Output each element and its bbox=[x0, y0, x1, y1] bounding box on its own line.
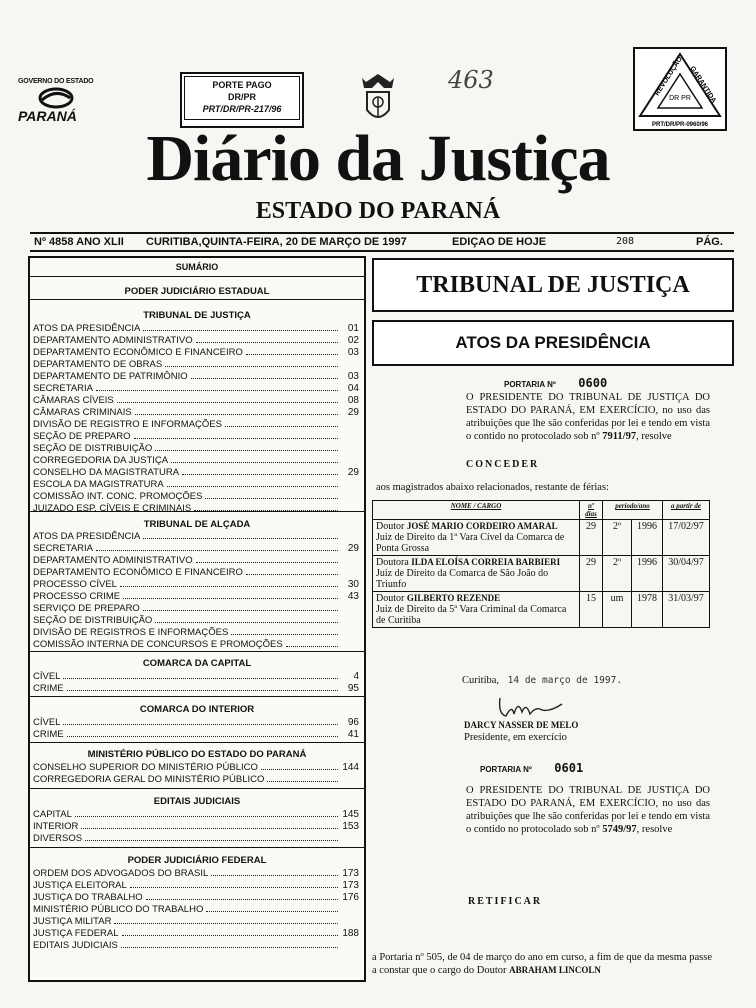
entry-label: JUSTIÇA FEDERAL bbox=[33, 928, 119, 939]
leader-dots bbox=[211, 867, 338, 876]
leader-dots bbox=[182, 466, 338, 475]
portaria1-number: 0600 bbox=[578, 376, 608, 390]
col-nome-cargo: NOME / CARGO bbox=[373, 501, 580, 520]
entry-page: 173 bbox=[342, 868, 359, 879]
entry-label: DIVISÃO DE REGISTROS E INFORMAÇÕES bbox=[33, 627, 229, 638]
leader-dots bbox=[122, 927, 338, 936]
leader-dots bbox=[130, 879, 338, 888]
entry-page: 95 bbox=[347, 683, 359, 694]
section-comarca-capital: COMARCA DA CAPITAL bbox=[142, 658, 252, 669]
leader-dots bbox=[267, 773, 338, 782]
entry-label: ESCOLA DA MAGISTRATURA bbox=[33, 479, 164, 490]
leader-dots bbox=[96, 542, 338, 551]
leader-dots bbox=[246, 346, 338, 355]
portaria2-action: RETIFICAR bbox=[468, 896, 543, 907]
cell-data: 30/04/97 bbox=[663, 556, 710, 592]
cell-periodo: 2º bbox=[603, 520, 632, 556]
porte-pago-stamp bbox=[180, 72, 304, 128]
seal-left-text: REVOLUÇÃO bbox=[653, 55, 685, 98]
entry-page: 173 bbox=[342, 880, 359, 891]
section-comarca-interior: COMARCA DO INTERIOR bbox=[139, 704, 255, 715]
table-row bbox=[373, 556, 710, 592]
issue-pages: 208 bbox=[616, 236, 635, 247]
leader-dots bbox=[117, 394, 338, 403]
sumario-entry bbox=[33, 939, 359, 951]
leader-dots bbox=[75, 808, 338, 817]
portaria2-text bbox=[466, 784, 710, 836]
sumario-entry bbox=[33, 578, 359, 590]
gov-logo-caption: GOVERNO DO ESTADO bbox=[18, 78, 94, 85]
portaria2-body-text bbox=[372, 951, 712, 977]
issue-place-date: CURITIBA,QUINTA-FEIRA, 20 DE MARÇO DE 1997 bbox=[146, 236, 407, 248]
sumario-entry bbox=[33, 626, 359, 638]
sumario-entry bbox=[33, 867, 359, 879]
entry-label: PROCESSO CRIME bbox=[33, 591, 121, 602]
table-row bbox=[373, 592, 710, 628]
magistrate-name: ILDA ELOÍSA CORREIA BARBIERI bbox=[411, 557, 561, 567]
cell-data: 17/02/97 bbox=[663, 520, 710, 556]
entry-page: 29 bbox=[347, 407, 359, 418]
leader-dots bbox=[155, 614, 338, 623]
portaria2-body-name: ABRAHAM LINCOLN bbox=[509, 965, 601, 975]
entry-label: CÂMARAS CRIMINAIS bbox=[33, 407, 132, 418]
leader-dots bbox=[191, 370, 338, 379]
entry-label: CRIME bbox=[33, 683, 64, 694]
leader-dots bbox=[123, 590, 338, 599]
portaria1-intro: aos magistrados abaixo relacionados, restante de férias: bbox=[376, 482, 609, 493]
issue-number: Nº 4858 ANO XLII bbox=[34, 236, 124, 248]
newspaper-subtitle: ESTADO DO PARANÁ bbox=[255, 198, 501, 224]
portaria1-text bbox=[466, 391, 710, 443]
sumario-entry bbox=[33, 430, 359, 442]
signature-date: 14 de março de 1997. bbox=[507, 675, 623, 686]
sumario-entry bbox=[33, 334, 359, 346]
entry-page: 03 bbox=[347, 371, 359, 382]
magistrate-name: JOSÉ MARIO CORDEIRO AMARAL bbox=[406, 521, 558, 531]
sumario-box bbox=[28, 256, 366, 982]
divider bbox=[30, 696, 364, 697]
gov-logo-name: PARANÁ bbox=[18, 108, 77, 124]
entry-page: 144 bbox=[342, 762, 359, 773]
entry-label: DEPARTAMENTO ECONÔMICO E FINANCEIRO bbox=[33, 567, 243, 578]
leader-dots bbox=[63, 716, 338, 725]
sumario-entry bbox=[33, 454, 359, 466]
magistrate-title: Doutor bbox=[376, 521, 405, 532]
sumario-entry bbox=[33, 716, 359, 728]
handwritten-page-number: 463 bbox=[448, 66, 494, 94]
revolucao-garantida-seal bbox=[632, 46, 728, 132]
portaria1-action: CONCEDER bbox=[466, 459, 540, 470]
leader-dots bbox=[143, 602, 338, 611]
section-tribunal-justica: TRIBUNAL DE JUSTIÇA bbox=[143, 310, 251, 321]
section-tribunal-alcada: TRIBUNAL DE ALÇADA bbox=[143, 519, 251, 530]
sumario-entry bbox=[33, 728, 359, 740]
entry-label: SERVIÇO DE PREPARO bbox=[33, 603, 140, 614]
sumario-entry bbox=[33, 346, 359, 358]
cell-dias: 15 bbox=[580, 592, 603, 628]
entry-label: CÍVEL bbox=[33, 671, 61, 682]
divider bbox=[30, 742, 364, 743]
cell-ano: 1996 bbox=[632, 520, 663, 556]
portaria1-protocol: 7911/97 bbox=[602, 431, 637, 442]
entry-label: ATOS DA PRESIDÊNCIA bbox=[33, 323, 141, 334]
sumario-entry bbox=[33, 879, 359, 891]
sumario-entry bbox=[33, 891, 359, 903]
leader-dots bbox=[286, 638, 338, 647]
entry-page: 03 bbox=[347, 347, 359, 358]
leader-dots bbox=[81, 820, 338, 829]
entry-label: PROCESSO CÍVEL bbox=[33, 579, 117, 590]
magistrate-cargo: Juiz de Direito da 5ª Vara Criminal da Comarca de Curitiba bbox=[376, 604, 567, 626]
entry-label: CAPITAL bbox=[33, 809, 72, 820]
section-ministerio-publico: MINISTÉRIO PÚBLICO DO ESTADO DO PARANÁ bbox=[87, 749, 307, 760]
sumario-entry bbox=[33, 478, 359, 490]
sumario-entry bbox=[33, 370, 359, 382]
leader-dots bbox=[231, 626, 338, 635]
entry-label: JUSTIÇA ELEITORAL bbox=[33, 880, 127, 891]
table-row bbox=[373, 520, 710, 556]
magistrate-title: Doutora bbox=[376, 557, 409, 568]
seal-center-text: DR PR bbox=[669, 95, 691, 102]
entry-page: 4 bbox=[353, 671, 359, 682]
entry-page: 29 bbox=[347, 543, 359, 554]
entry-label: DIVISÃO DE REGISTRO E INFORMAÇÕES bbox=[33, 419, 222, 430]
entry-label: DEPARTAMENTO ADMINISTRATIVO bbox=[33, 335, 193, 346]
leader-dots bbox=[205, 490, 338, 499]
entry-page: 08 bbox=[347, 395, 359, 406]
divider bbox=[30, 788, 364, 789]
entry-label: DEPARTAMENTO ADMINISTRATIVO bbox=[33, 555, 193, 566]
portaria2-number: 0601 bbox=[554, 761, 584, 775]
entry-page: 153 bbox=[342, 821, 359, 832]
cell-nome-cargo bbox=[373, 520, 580, 556]
entry-page: 96 bbox=[347, 717, 359, 728]
porte-line-3: PRT/DR/PR-217/96 bbox=[202, 104, 282, 114]
leader-dots bbox=[146, 891, 338, 900]
entry-label: CONSELHO SUPERIOR DO MINISTÉRIO PÚBLICO bbox=[33, 762, 258, 773]
pag-label: PÁG. bbox=[696, 236, 723, 248]
sumario-entry bbox=[33, 542, 359, 554]
leader-dots bbox=[67, 682, 338, 691]
entry-page: 188 bbox=[342, 928, 359, 939]
cell-nome-cargo bbox=[373, 592, 580, 628]
portaria2-heading bbox=[480, 759, 583, 777]
entry-page: 04 bbox=[347, 383, 359, 394]
sumario-entry bbox=[33, 638, 359, 650]
gov-parana-logo bbox=[18, 78, 100, 128]
entry-label: JUSTIÇA DO TRABALHO bbox=[33, 892, 143, 903]
entry-page: 29 bbox=[347, 467, 359, 478]
leader-dots bbox=[246, 566, 338, 575]
leader-dots bbox=[96, 382, 338, 391]
portaria1-body: O PRESIDENTE DO TRIBUNAL DE JUSTIÇA DO ESTADO DO PARANÁ, EM EXERCÍCIO, no uso das atribuições que lhe são conferidas por lei e tendo em vista o contido no protocolado sob nº bbox=[466, 392, 710, 442]
leader-dots bbox=[85, 832, 338, 841]
entry-label: DEPARTAMENTO ECONÔMICO E FINANCEIRO bbox=[33, 347, 243, 358]
entry-page: 145 bbox=[342, 809, 359, 820]
divider bbox=[30, 847, 364, 848]
entry-label: CÂMARAS CÍVEIS bbox=[33, 395, 114, 406]
leader-dots bbox=[135, 406, 338, 415]
leader-dots bbox=[167, 478, 338, 487]
sumario-entry bbox=[33, 832, 359, 844]
entry-label: SEÇÃO DE PREPARO bbox=[33, 431, 131, 442]
sumario-entry bbox=[33, 903, 359, 915]
sumario-entry bbox=[33, 614, 359, 626]
col-a-partir: a partir de bbox=[663, 501, 710, 520]
cell-periodo: 2º bbox=[603, 556, 632, 592]
parana-flag-icon bbox=[36, 86, 76, 110]
section-editais: EDITAIS JUDICIAIS bbox=[153, 796, 241, 807]
sumario-entry bbox=[33, 418, 359, 430]
sumario-entry bbox=[33, 761, 359, 773]
ferias-table bbox=[372, 500, 710, 628]
portaria1-heading bbox=[504, 374, 607, 392]
cell-ano: 1978 bbox=[632, 592, 663, 628]
sumario-entry bbox=[33, 808, 359, 820]
porte-line-2: DR/PR bbox=[227, 92, 256, 102]
entry-label: ATOS DA PRESIDÊNCIA bbox=[33, 531, 141, 542]
entry-page: 41 bbox=[347, 729, 359, 740]
entry-label: SEÇÃO DE DISTRIBUIÇÃO bbox=[33, 443, 153, 454]
sumario-entry bbox=[33, 394, 359, 406]
portaria1-label: PORTARIA Nº bbox=[504, 380, 556, 389]
entry-page: 176 bbox=[342, 892, 359, 903]
sumario-entry bbox=[33, 490, 359, 502]
leader-dots bbox=[196, 334, 338, 343]
leader-dots bbox=[121, 939, 338, 948]
cell-ano: 1996 bbox=[632, 556, 663, 592]
entry-label: SEÇÃO DE DISTRIBUIÇÃO bbox=[33, 615, 153, 626]
entry-label: JUIZADO ESP. CÍVEIS E CRIMINAIS bbox=[33, 503, 192, 514]
entry-label: CONSELHO DA MAGISTRATURA bbox=[33, 467, 180, 478]
entry-label: SECRETARIA bbox=[33, 543, 94, 554]
entry-label: EDITAIS JUDICIAIS bbox=[33, 940, 118, 951]
entry-label: COMISSÃO INTERNA DE CONCURSOS E PROMOÇÕES bbox=[33, 639, 283, 650]
entry-label: ORDEM DOS ADVOGADOS DO BRASIL bbox=[33, 868, 209, 879]
sumario-entry bbox=[33, 554, 359, 566]
entry-label: MINISTÉRIO PÚBLICO DO TRABALHO bbox=[33, 904, 204, 915]
leader-dots bbox=[225, 418, 338, 427]
sumario-entry bbox=[33, 682, 359, 694]
porte-line-1: PORTE PAGO bbox=[212, 80, 272, 90]
leader-dots bbox=[143, 322, 338, 331]
signature-city: Curitiba, bbox=[462, 675, 500, 686]
cell-periodo: um bbox=[603, 592, 632, 628]
sumario-entry bbox=[33, 406, 359, 418]
leader-dots bbox=[120, 578, 338, 587]
sumario-entry bbox=[33, 566, 359, 578]
seal-right-text: GARANTIDA bbox=[688, 65, 718, 105]
leader-dots bbox=[134, 430, 339, 439]
leader-dots bbox=[143, 530, 338, 539]
sumario-entry bbox=[33, 466, 359, 478]
leader-dots bbox=[261, 761, 338, 770]
signature-date-line bbox=[462, 675, 622, 686]
cell-data: 31/03/97 bbox=[663, 592, 710, 628]
leader-dots bbox=[63, 670, 338, 679]
magistrate-name: GILBERTO REZENDE bbox=[406, 593, 501, 603]
leader-dots bbox=[67, 728, 338, 737]
sumario-entry bbox=[33, 915, 359, 927]
magistrate-cargo: Juiz de Direito da Comarca de São João do Triunfo bbox=[376, 568, 549, 590]
sumario-entry bbox=[33, 442, 359, 454]
leader-dots bbox=[171, 454, 338, 463]
atos-header-box: ATOS DA PRESIDÊNCIA bbox=[372, 320, 734, 366]
col-periodo: período/ano bbox=[603, 501, 663, 520]
portaria2-body: O PRESIDENTE DO TRIBUNAL DE JUSTIÇA DO ESTADO DO PARANÁ, EM EXERCÍCIO, no uso das atribuições que lhe são conferidas por lei e tendo em vista o contido no protocolado sob nº bbox=[466, 785, 710, 835]
sumario-title: SUMÁRIO bbox=[175, 262, 219, 272]
sumario-entry bbox=[33, 590, 359, 602]
sumario-entry bbox=[33, 382, 359, 394]
section-poder-estadual: PODER JUDICIÁRIO ESTADUAL bbox=[124, 286, 270, 297]
cell-nome-cargo bbox=[373, 556, 580, 592]
entry-page: 01 bbox=[347, 323, 359, 334]
entry-page: 43 bbox=[347, 591, 359, 602]
portaria2-body-start: a Portaria nº 505, de 04 de março do ano em curso, a fim de que da mesma passe a constar que o cargo do Doutor bbox=[372, 952, 712, 976]
sumario-entry bbox=[33, 670, 359, 682]
cell-dias: 29 bbox=[580, 520, 603, 556]
leader-dots bbox=[194, 502, 338, 511]
entry-page: 02 bbox=[347, 335, 359, 346]
leader-dots bbox=[206, 903, 338, 912]
entry-label: CORREGEDORIA DA JUSTIÇA bbox=[33, 455, 169, 466]
entry-label: DIVERSOS bbox=[33, 833, 83, 844]
sumario-entry bbox=[33, 530, 359, 542]
leader-dots bbox=[196, 554, 338, 563]
cell-dias: 29 bbox=[580, 556, 603, 592]
sumario-entry bbox=[33, 927, 359, 939]
coat-of-arms-icon bbox=[358, 70, 398, 128]
section-poder-federal: PODER JUDICIÁRIO FEDERAL bbox=[127, 855, 267, 866]
col-dias: nº dias bbox=[580, 501, 603, 520]
sumario-entry bbox=[33, 358, 359, 370]
newspaper-title: Diário da Justiça bbox=[146, 122, 610, 195]
magistrate-cargo: Juiz de Direito da 1ª Vara Cível da Comarca de Ponta Grossa bbox=[376, 532, 565, 554]
entry-label: CORREGEDORIA GERAL DO MINISTÉRIO PÚBLICO bbox=[33, 774, 265, 785]
signature-name: DARCY NASSER DE MELO bbox=[464, 720, 579, 730]
leader-dots bbox=[165, 358, 338, 367]
divider bbox=[30, 299, 364, 300]
sumario-entry bbox=[33, 820, 359, 832]
sumario-entry bbox=[33, 322, 359, 334]
portaria2-protocol: 5749/97 bbox=[602, 824, 637, 835]
entry-label: SECRETARIA bbox=[33, 383, 94, 394]
portaria2-label: PORTARIA Nº bbox=[480, 765, 532, 774]
entry-label: CRIME bbox=[33, 729, 64, 740]
sumario-entry bbox=[33, 602, 359, 614]
tribunal-header-box: TRIBUNAL DE JUSTIÇA bbox=[372, 258, 734, 312]
handwritten-signature bbox=[496, 692, 566, 722]
divider bbox=[30, 511, 364, 512]
signature-role: Presidente, em exercício bbox=[464, 732, 567, 743]
portaria2-resolve: , resolve bbox=[636, 824, 673, 835]
portaria1-resolve: , resolve bbox=[636, 431, 672, 442]
leader-dots bbox=[155, 442, 338, 451]
sumario-entry bbox=[33, 773, 359, 785]
magistrate-title: Doutor bbox=[376, 593, 405, 604]
seal-bottom-text: PRT/DR/PR-0960/96 bbox=[651, 122, 709, 128]
issue-info-bar bbox=[30, 232, 734, 252]
entry-label: CÍVEL bbox=[33, 717, 61, 728]
entry-label: INTERIOR bbox=[33, 821, 79, 832]
issue-edition: EDIÇAO DE HOJE bbox=[452, 236, 547, 248]
divider bbox=[30, 276, 364, 277]
entry-label: COMISSÃO INT. CONC. PROMOÇÕES bbox=[33, 491, 203, 502]
entry-label: DEPARTAMENTO DE OBRAS bbox=[33, 359, 163, 370]
entry-label: JUSTIÇA MILITAR bbox=[33, 916, 112, 927]
entry-label: DEPARTAMENTO DE PATRIMÔNIO bbox=[33, 371, 188, 382]
leader-dots bbox=[114, 915, 338, 924]
entry-page: 30 bbox=[347, 579, 359, 590]
sumario-entry bbox=[33, 502, 359, 514]
divider bbox=[30, 651, 364, 652]
